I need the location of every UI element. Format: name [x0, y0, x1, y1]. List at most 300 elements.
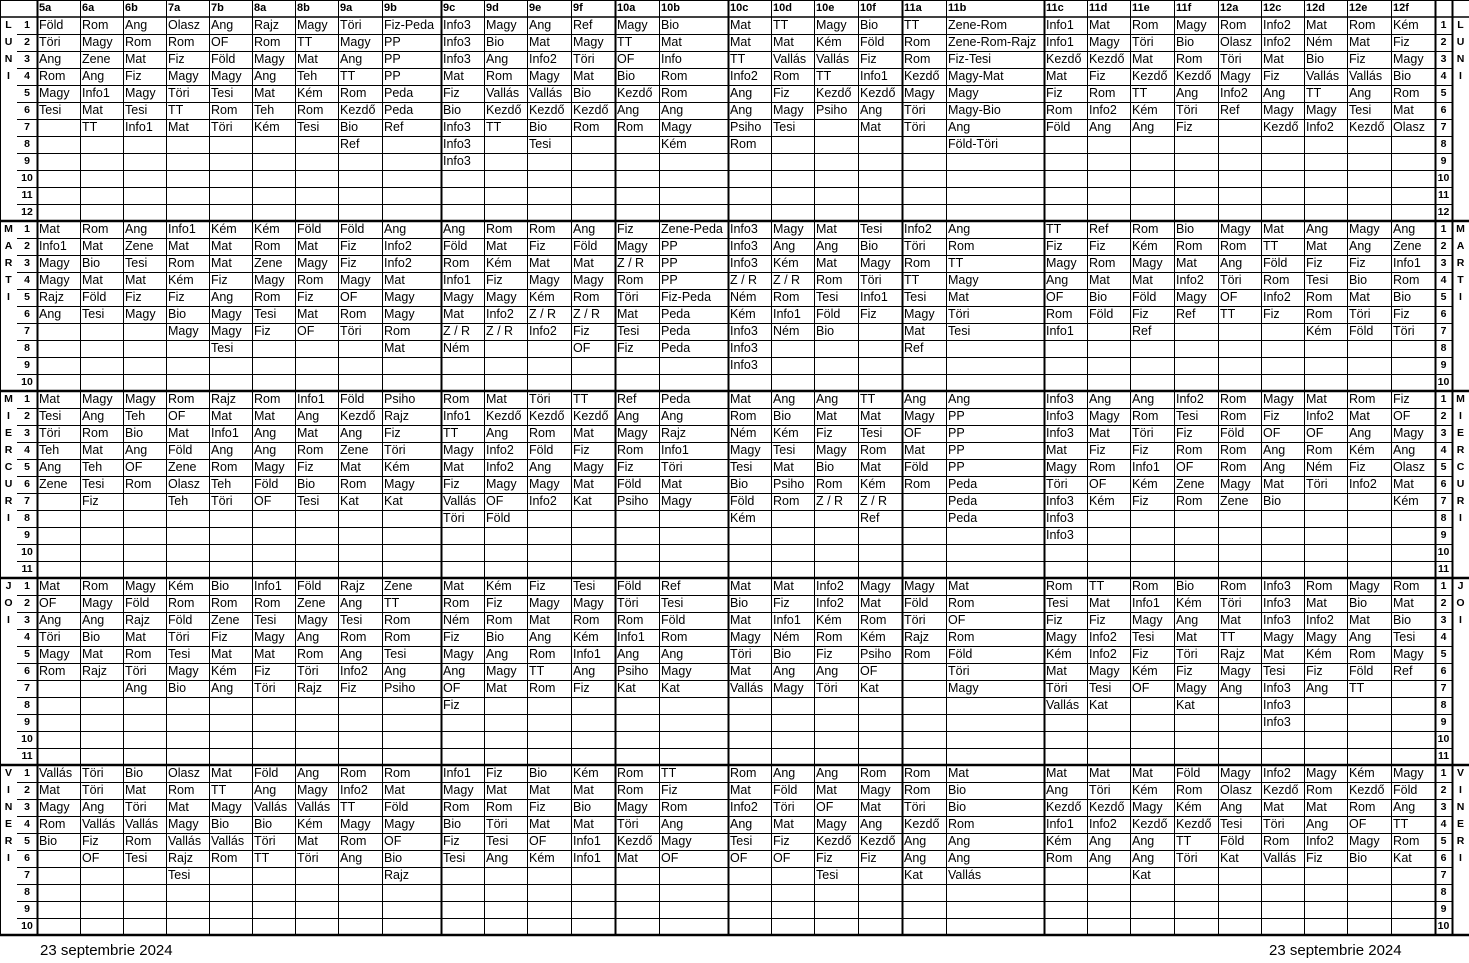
- lesson-cell: Magy: [1349, 834, 1380, 848]
- lesson-cell: Töri: [125, 800, 147, 814]
- lesson-cell: Ang: [1132, 834, 1155, 848]
- lesson-cell: Fiz: [529, 579, 546, 593]
- lesson-cell: Mat: [573, 69, 594, 83]
- lesson-cell: Ang: [816, 392, 839, 406]
- lesson-cell: Magy: [1176, 290, 1207, 304]
- lesson-cell: Ang: [661, 409, 684, 423]
- lesson-cell: Fiz: [486, 596, 503, 610]
- period-number: 6: [1440, 665, 1447, 677]
- period-number: 3: [1440, 614, 1447, 626]
- lesson-cell: Info2: [340, 664, 368, 678]
- lesson-cell: Magy: [617, 426, 648, 440]
- period-number: 2: [1440, 240, 1447, 252]
- lesson-cell: Mat: [39, 222, 60, 236]
- lesson-cell: Kém: [1132, 103, 1158, 117]
- lesson-cell: OF: [617, 52, 635, 66]
- lesson-cell: Rom: [1349, 392, 1376, 406]
- lesson-cell: Rom: [443, 256, 470, 270]
- period-number: 12: [21, 206, 33, 218]
- day-letter: L: [5, 19, 12, 31]
- lesson-cell: Rom: [661, 630, 688, 644]
- lesson-cell: OF: [168, 409, 186, 423]
- period-number: 7: [1440, 121, 1447, 133]
- lesson-cell: Ang: [486, 851, 509, 865]
- lesson-cell: Kém: [211, 222, 237, 236]
- lesson-cell: Rom: [211, 596, 238, 610]
- lesson-cell: Magy: [211, 307, 242, 321]
- period-number: 9: [24, 903, 30, 915]
- lesson-cell: Z / R: [816, 494, 844, 508]
- lesson-cell: Fiz: [486, 766, 503, 780]
- lesson-cell: Info2: [1176, 273, 1204, 287]
- lesson-cell: Kezdő: [1089, 800, 1125, 814]
- day-letter: U: [1456, 36, 1465, 48]
- lesson-cell: Vallás: [211, 834, 245, 848]
- lesson-cell: Info1: [1393, 256, 1421, 270]
- lesson-cell: Info2: [1306, 613, 1334, 627]
- period-number: 4: [1440, 274, 1447, 286]
- lesson-cell: OF: [529, 834, 547, 848]
- lesson-cell: Ang: [1349, 426, 1372, 440]
- lesson-cell: Föld: [661, 613, 686, 627]
- lesson-cell: Info2: [816, 596, 844, 610]
- lesson-cell: Rom: [254, 239, 281, 253]
- period-number: 1: [1440, 580, 1447, 592]
- lesson-cell: Info3: [443, 154, 471, 168]
- lesson-cell: Fiz: [1263, 307, 1280, 321]
- lesson-cell: Töri: [168, 630, 190, 644]
- lesson-cell: Rom: [573, 120, 600, 134]
- day-letter: U: [1456, 478, 1465, 490]
- lesson-cell: Rom: [773, 290, 800, 304]
- lesson-cell: Magy: [254, 52, 285, 66]
- class-header: 8a: [254, 2, 267, 14]
- lesson-cell: Teh: [211, 477, 232, 491]
- lesson-cell: Bio: [168, 307, 187, 321]
- lesson-cell: Rom: [617, 443, 644, 457]
- lesson-cell: Vallás: [486, 86, 520, 100]
- lesson-cell: Kém: [816, 35, 842, 49]
- lesson-cell: Ref: [1393, 664, 1413, 678]
- lesson-cell: Tesi: [82, 307, 105, 321]
- period-number: 11: [1437, 189, 1450, 201]
- lesson-cell: Mat: [1393, 477, 1414, 491]
- lesson-cell: Fiz: [340, 681, 357, 695]
- lesson-cell: Rom: [297, 443, 324, 457]
- lesson-cell: Info2: [1263, 290, 1291, 304]
- footer-date-left: 23 septembrie 2024: [40, 942, 173, 959]
- lesson-cell: Ref: [860, 511, 880, 525]
- lesson-cell: Info2: [1263, 35, 1291, 49]
- lesson-cell: Rom: [1220, 392, 1247, 406]
- lesson-cell: Info2: [1349, 477, 1377, 491]
- period-number: 7: [1440, 495, 1447, 507]
- lesson-cell: Mat: [39, 579, 60, 593]
- lesson-cell: OF: [340, 290, 358, 304]
- lesson-cell: Bio: [773, 647, 792, 661]
- lesson-cell: Magy: [82, 392, 113, 406]
- lesson-cell: Kém: [211, 664, 237, 678]
- lesson-cell: Fiz: [1393, 392, 1410, 406]
- lesson-cell: Rom: [1349, 18, 1376, 32]
- lesson-cell: Töri: [1176, 647, 1198, 661]
- lesson-cell: Föld: [39, 18, 64, 32]
- lesson-cell: Magy: [125, 307, 156, 321]
- lesson-cell: Magy: [211, 69, 242, 83]
- period-number: 5: [1440, 835, 1447, 847]
- lesson-cell: Föld: [573, 239, 598, 253]
- lesson-cell: Ang: [384, 664, 407, 678]
- lesson-cell: Töri: [617, 596, 639, 610]
- lesson-cell: Psiho: [860, 647, 892, 661]
- lesson-cell: Kém: [573, 766, 599, 780]
- lesson-cell: Info3: [730, 256, 758, 270]
- period-number: 2: [1440, 597, 1447, 609]
- lesson-cell: Ang: [384, 222, 407, 236]
- period-number: 5: [24, 835, 30, 847]
- lesson-cell: Kezdő: [617, 834, 653, 848]
- lesson-cell: Mat: [730, 579, 751, 593]
- lesson-cell: Vallás: [1263, 851, 1297, 865]
- lesson-cell: Fiz: [529, 800, 546, 814]
- lesson-cell: Zene-Rom: [948, 18, 1008, 32]
- lesson-cell: Olasz: [168, 766, 200, 780]
- lesson-cell: Rom: [948, 596, 975, 610]
- class-header: 7a: [168, 2, 181, 14]
- day-letter: R: [1456, 444, 1465, 456]
- lesson-cell: PP: [948, 460, 965, 474]
- lesson-cell: Mat: [297, 834, 318, 848]
- lesson-cell: Ang: [1306, 681, 1329, 695]
- lesson-cell: Föld: [1220, 834, 1245, 848]
- lesson-cell: Ref: [617, 392, 637, 406]
- lesson-cell: Rom: [384, 630, 411, 644]
- lesson-cell: Föld: [1132, 290, 1157, 304]
- lesson-cell: Rom: [486, 613, 513, 627]
- lesson-cell: Magy: [860, 256, 891, 270]
- lesson-cell: OF: [1132, 681, 1150, 695]
- day-letter: I: [7, 291, 10, 303]
- lesson-cell: Rom: [254, 596, 281, 610]
- lesson-cell: Mat: [1263, 222, 1284, 236]
- lesson-cell: Ang: [340, 426, 363, 440]
- lesson-cell: Rom: [661, 86, 688, 100]
- lesson-cell: Kat: [384, 494, 403, 508]
- lesson-cell: Kém: [1089, 494, 1115, 508]
- lesson-cell: Mat: [125, 273, 146, 287]
- lesson-cell: Kém: [1132, 783, 1158, 797]
- lesson-cell: Rom: [1132, 579, 1159, 593]
- lesson-cell: Kezdő: [1263, 120, 1299, 134]
- lesson-cell: Ang: [254, 443, 277, 457]
- lesson-cell: Vallás: [125, 817, 159, 831]
- lesson-cell: Fiz: [486, 273, 503, 287]
- lesson-cell: Info2: [1263, 18, 1291, 32]
- lesson-cell: Magy: [904, 579, 935, 593]
- lesson-cell: Info2: [904, 222, 932, 236]
- lesson-cell: Info3: [443, 52, 471, 66]
- lesson-cell: Ang: [1349, 630, 1372, 644]
- lesson-cell: Magy: [904, 307, 935, 321]
- lesson-cell: Fiz: [443, 86, 460, 100]
- lesson-cell: Mat: [82, 103, 103, 117]
- lesson-cell: Magy: [816, 817, 847, 831]
- lesson-cell: Rom: [340, 86, 367, 100]
- period-number: 5: [1440, 87, 1447, 99]
- lesson-cell: Info2: [1089, 647, 1117, 661]
- class-header: 12f: [1393, 2, 1409, 14]
- class-header: 11c: [1046, 2, 1064, 14]
- lesson-cell: Ang: [661, 103, 684, 117]
- lesson-cell: Info1: [1046, 18, 1074, 32]
- lesson-cell: Rom: [661, 800, 688, 814]
- lesson-cell: Rom: [1176, 239, 1203, 253]
- lesson-cell: OF: [1089, 477, 1107, 491]
- lesson-cell: Tesi: [661, 596, 684, 610]
- lesson-cell: Magy: [617, 239, 648, 253]
- lesson-cell: Info3: [1263, 596, 1291, 610]
- period-number: 5: [1440, 291, 1447, 303]
- lesson-cell: Fiz: [443, 630, 460, 644]
- lesson-cell: Ang: [573, 664, 596, 678]
- lesson-cell: PP: [661, 239, 678, 253]
- lesson-cell: Töri: [82, 766, 104, 780]
- lesson-cell: Töri: [39, 630, 61, 644]
- period-number: 8: [1440, 512, 1447, 524]
- lesson-cell: Magy: [1263, 630, 1294, 644]
- lesson-cell: Magy: [1220, 766, 1251, 780]
- lesson-cell: Fiz: [443, 698, 460, 712]
- period-number: 10: [21, 546, 33, 558]
- day-letter: J: [1457, 580, 1464, 592]
- lesson-cell: Mat: [573, 256, 594, 270]
- period-number: 10: [1437, 733, 1450, 745]
- lesson-cell: Magy: [1263, 392, 1294, 406]
- lesson-cell: Töri: [39, 426, 61, 440]
- lesson-cell: Töri: [168, 86, 190, 100]
- lesson-cell: Fiz: [297, 460, 314, 474]
- lesson-cell: Info2: [486, 460, 514, 474]
- lesson-cell: Fiz: [1176, 426, 1193, 440]
- lesson-cell: Rom: [860, 443, 887, 457]
- lesson-cell: Ang: [1220, 256, 1243, 270]
- period-number: 3: [24, 257, 30, 269]
- lesson-cell: Rom: [948, 630, 975, 644]
- lesson-cell: Fiz: [617, 341, 634, 355]
- lesson-cell: Rom: [486, 800, 513, 814]
- lesson-cell: Psiho: [773, 477, 805, 491]
- lesson-cell: Rajz: [384, 868, 410, 882]
- lesson-cell: Info2: [384, 239, 412, 253]
- lesson-cell: Magy: [168, 324, 199, 338]
- lesson-cell: Info: [661, 52, 682, 66]
- lesson-cell: Bio: [39, 834, 58, 848]
- lesson-cell: Mat: [82, 239, 103, 253]
- lesson-cell: Rom: [1306, 307, 1333, 321]
- lesson-cell: Ang: [1349, 86, 1372, 100]
- lesson-cell: Föld: [254, 477, 279, 491]
- lesson-cell: OF: [860, 664, 878, 678]
- lesson-cell: Rom: [948, 239, 975, 253]
- lesson-cell: Ang: [1393, 222, 1416, 236]
- lesson-cell: Rom: [661, 69, 688, 83]
- lesson-cell: Mat: [860, 460, 881, 474]
- lesson-cell: Rom: [529, 681, 556, 695]
- lesson-cell: Kém: [486, 579, 512, 593]
- lesson-cell: Magy: [254, 460, 285, 474]
- day-letter: N: [4, 801, 13, 813]
- lesson-cell: Rom: [617, 783, 644, 797]
- lesson-cell: TT: [1349, 681, 1365, 695]
- lesson-cell: Rom: [125, 647, 152, 661]
- lesson-cell: Ang: [904, 392, 927, 406]
- lesson-cell: Ang: [1220, 800, 1243, 814]
- lesson-cell: Ang: [773, 239, 796, 253]
- lesson-cell: Info3: [730, 358, 758, 372]
- lesson-cell: Magy: [948, 273, 979, 287]
- lesson-cell: Rajz: [661, 426, 687, 440]
- lesson-cell: Zene: [297, 596, 326, 610]
- lesson-cell: Info1: [1046, 35, 1074, 49]
- lesson-cell: Töri: [443, 511, 465, 525]
- lesson-cell: Info1: [573, 834, 601, 848]
- period-number: 4: [24, 818, 30, 830]
- lesson-cell: Info2: [486, 443, 514, 457]
- lesson-cell: Rom: [340, 766, 367, 780]
- lesson-cell: Magy: [486, 18, 517, 32]
- period-number: 9: [24, 716, 30, 728]
- lesson-cell: Rom: [168, 783, 195, 797]
- lesson-cell: Föld: [948, 647, 973, 661]
- lesson-cell: Tesi: [948, 324, 971, 338]
- lesson-cell: Ang: [617, 647, 640, 661]
- lesson-cell: Rom: [1306, 579, 1333, 593]
- lesson-cell: Mat: [573, 783, 594, 797]
- day-letter: E: [1456, 427, 1464, 439]
- lesson-cell: Rom: [529, 647, 556, 661]
- lesson-cell: TT: [340, 69, 356, 83]
- lesson-cell: Rom: [860, 613, 887, 627]
- day-letter: V: [4, 767, 12, 779]
- lesson-cell: Mat: [904, 324, 925, 338]
- lesson-cell: Bio: [816, 460, 835, 474]
- lesson-cell: Magy: [730, 443, 761, 457]
- lesson-cell: Magy: [1393, 52, 1424, 66]
- period-number: 10: [1437, 546, 1450, 558]
- lesson-cell: Föld: [340, 222, 365, 236]
- lesson-cell: Ang: [486, 52, 509, 66]
- lesson-cell: Info1: [661, 443, 689, 457]
- lesson-cell: OF: [1046, 290, 1064, 304]
- lesson-cell: Mat: [1393, 103, 1414, 117]
- class-header: 6b: [125, 2, 138, 14]
- lesson-cell: Info1: [443, 409, 471, 423]
- lesson-cell: Info1: [125, 120, 153, 134]
- lesson-cell: Info1: [443, 766, 471, 780]
- lesson-cell: Kém: [1393, 494, 1419, 508]
- lesson-cell: Bio: [948, 783, 967, 797]
- period-number: 4: [24, 274, 30, 286]
- period-number: 6: [24, 478, 30, 490]
- lesson-cell: Ang: [82, 613, 105, 627]
- lesson-cell: Ang: [948, 851, 971, 865]
- lesson-cell: Töri: [1220, 596, 1242, 610]
- lesson-cell: Ang: [82, 409, 105, 423]
- lesson-cell: Ref: [573, 18, 593, 32]
- period-number: 6: [24, 852, 30, 864]
- lesson-cell: Magy: [1393, 766, 1424, 780]
- lesson-cell: Föld: [384, 800, 409, 814]
- lesson-cell: Mat: [573, 426, 594, 440]
- day-letter: E: [4, 427, 12, 439]
- lesson-cell: Magy: [1046, 630, 1077, 644]
- lesson-cell: Rom: [443, 800, 470, 814]
- lesson-cell: Rom: [1393, 273, 1420, 287]
- lesson-cell: Magy: [1306, 766, 1337, 780]
- lesson-cell: Mat: [297, 307, 318, 321]
- lesson-cell: Ang: [948, 222, 971, 236]
- lesson-cell: Töri: [773, 800, 795, 814]
- lesson-cell: Kém: [254, 120, 280, 134]
- lesson-cell: Fiz: [340, 256, 357, 270]
- lesson-cell: Magy: [1089, 409, 1120, 423]
- lesson-cell: Rom: [1263, 834, 1290, 848]
- lesson-cell: Info1: [573, 647, 601, 661]
- lesson-cell: Magy: [773, 222, 804, 236]
- lesson-cell: Magy: [529, 273, 560, 287]
- lesson-cell: Magy: [661, 120, 692, 134]
- lesson-cell: Ref: [1132, 324, 1152, 338]
- lesson-cell: Kém: [730, 307, 756, 321]
- lesson-cell: Töri: [816, 681, 838, 695]
- lesson-cell: Kém: [1349, 443, 1375, 457]
- lesson-cell: Bio: [661, 18, 680, 32]
- lesson-cell: Psiho: [617, 664, 649, 678]
- lesson-cell: Rom: [39, 817, 66, 831]
- lesson-cell: Ang: [1132, 851, 1155, 865]
- day-letter: I: [7, 614, 10, 626]
- lesson-cell: Tesi: [125, 851, 148, 865]
- lesson-cell: Z / R: [730, 273, 758, 287]
- lesson-cell: Töri: [1263, 817, 1285, 831]
- lesson-cell: TT: [1220, 630, 1236, 644]
- day-letter: M: [4, 223, 13, 235]
- lesson-cell: Magy: [816, 443, 847, 457]
- lesson-cell: Ang: [904, 834, 927, 848]
- lesson-cell: Mat: [529, 613, 550, 627]
- lesson-cell: Bio: [529, 766, 548, 780]
- period-number: 3: [1440, 427, 1447, 439]
- lesson-cell: OF: [1393, 409, 1411, 423]
- lesson-cell: Bio: [1176, 579, 1195, 593]
- lesson-cell: Bio: [486, 35, 505, 49]
- lesson-cell: Magy: [860, 579, 891, 593]
- period-number: 8: [1440, 342, 1447, 354]
- lesson-cell: Tesi: [773, 443, 796, 457]
- lesson-cell: Magy: [384, 477, 415, 491]
- lesson-cell: Rom: [1046, 307, 1073, 321]
- lesson-cell: Mat: [860, 596, 881, 610]
- lesson-cell: Rom: [297, 273, 324, 287]
- lesson-cell: Rom: [1046, 579, 1073, 593]
- lesson-cell: Kém: [573, 630, 599, 644]
- lesson-cell: TT: [1393, 817, 1409, 831]
- lesson-cell: Bio: [125, 766, 144, 780]
- lesson-cell: Magy: [529, 596, 560, 610]
- lesson-cell: Föld: [529, 443, 554, 457]
- lesson-cell: Vallás: [529, 86, 563, 100]
- lesson-cell: Mat: [125, 630, 146, 644]
